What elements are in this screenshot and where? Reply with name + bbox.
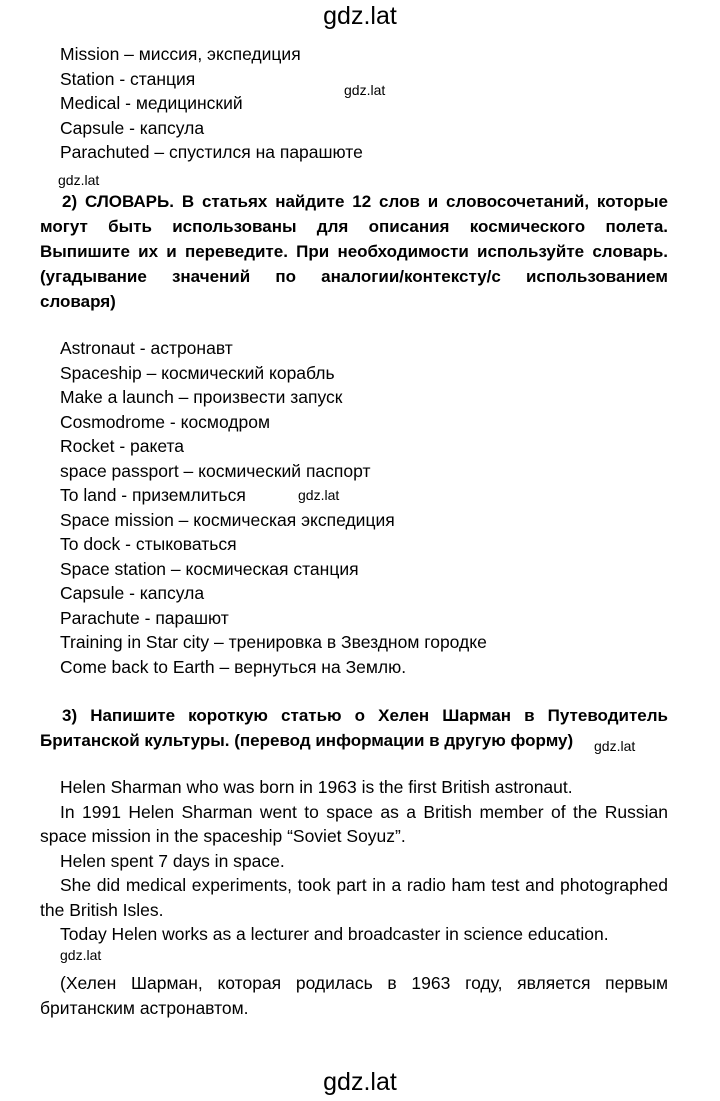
list-item: Station - станция: [60, 68, 196, 89]
paragraph: Today Helen works as a lecturer and broadcaster in science education.: [60, 924, 609, 944]
list-item: space passport – космический паспорт: [60, 460, 371, 481]
list-item: To land - приземлиться: [60, 485, 246, 505]
heading-line: Британской культуры. (перевод информации в другую форму): [40, 731, 574, 750]
watermark-inline: gdz.lat: [58, 172, 100, 188]
task-2-vocab-list: [60, 336, 487, 679]
watermark-bottom: gdz.lat: [323, 1068, 397, 1096]
heading-line: (угадывание значений по аналогии/контексту/с использованием: [40, 267, 668, 286]
list-item: Spaceship – космический корабль: [60, 362, 335, 383]
task-3-english-text: [40, 775, 668, 947]
list-item: Space station – космическая станция: [60, 558, 359, 579]
list-item: Space mission – космическая экспедиция: [60, 509, 395, 530]
watermark-inline: gdz.lat: [60, 947, 102, 963]
paragraph: Helen Sharman who was born in 1963 is the first British astronaut.: [60, 777, 573, 797]
paragraph: Helen spent 7 days in space.: [60, 850, 285, 871]
paragraph: In 1991 Helen Sharman went to space as a British member of the Russian space mission in the spaceship “Soviet Soyuz”.: [40, 801, 668, 846]
list-item: Medical - медицинский: [60, 93, 243, 113]
vocab-top-list: [60, 42, 363, 165]
list-item: Parachute - парашют: [60, 607, 229, 628]
paragraph: (Хелен Шарман, которая родилась в 1963 году, является первым британским астронавтом.: [40, 973, 668, 1018]
list-item: Capsule - капсула: [60, 583, 205, 603]
heading-line: Выпишите их и переведите. При необходимости используйте словарь.: [40, 242, 668, 261]
heading-line: 2) СЛОВАРЬ. В статьях найдите 12 слов и словосочетаний, которые: [62, 192, 668, 211]
watermark-inline: gdz.lat: [298, 487, 340, 503]
heading-line: словаря): [40, 292, 116, 311]
list-item: Training in Star city – тренировка в Звездном городке: [60, 632, 487, 652]
list-item: Capsule - капсула: [60, 117, 205, 138]
watermark-inline: gdz.lat: [344, 82, 386, 98]
heading-line: могут быть использованы для описания космического полета.: [40, 217, 668, 236]
list-item: To dock - стыковаться: [60, 534, 237, 554]
list-item: Cosmodrome - космодром: [60, 411, 271, 432]
list-item: Make a launch – произвести запуск: [60, 387, 343, 407]
list-item: Mission – миссия, экспедиция: [60, 44, 301, 64]
task-2-heading: [40, 189, 668, 314]
task-3-russian-text: [40, 971, 668, 1020]
list-item: Come back to Earth – вернуться на Землю.: [60, 656, 407, 677]
watermark-top: gdz.lat: [323, 2, 397, 30]
heading-line: 3) Напишите короткую статью о Хелен Шарман в Путеводитель: [62, 706, 668, 725]
list-item: Astronaut - астронавт: [60, 338, 233, 358]
list-item: Parachuted – спустился на парашюте: [60, 142, 363, 162]
task-3-heading: [40, 703, 668, 753]
list-item: Rocket - ракета: [60, 436, 185, 456]
paragraph: She did medical experiments, took part in a radio ham test and photographed the British Isles.: [40, 875, 668, 920]
watermark-inline: gdz.lat: [594, 738, 636, 754]
